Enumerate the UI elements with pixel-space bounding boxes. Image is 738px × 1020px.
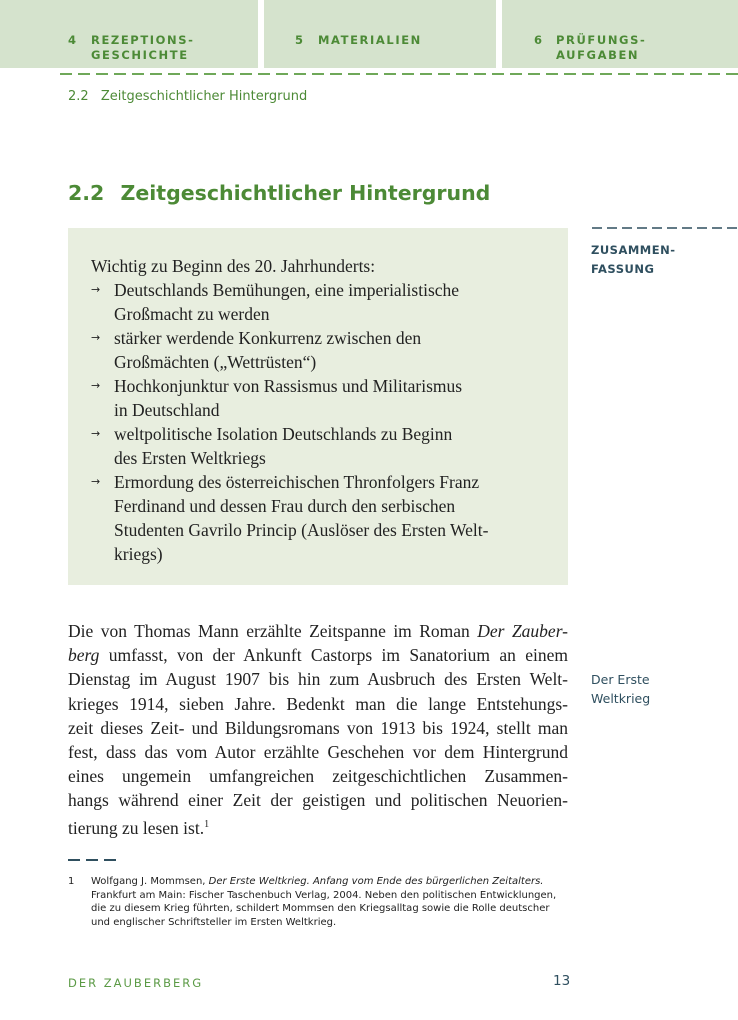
sidebar-heading: ZUSAMMEN- FASSUNG xyxy=(591,243,676,276)
tab-label: MATERIALIEN xyxy=(318,33,422,47)
list-item: → Hochkonjunktur von Rassismus und Militarismus in Deutschland xyxy=(91,376,463,420)
arrow-right-icon: → xyxy=(91,283,101,296)
running-head xyxy=(68,89,307,104)
footnote-rule xyxy=(68,858,120,862)
tab-number: 6 xyxy=(534,33,544,47)
arrow-right-icon: → xyxy=(91,379,101,392)
page-number: 13 xyxy=(553,973,571,989)
footnote-reference[interactable]: 1 xyxy=(204,818,210,830)
running-head-title: Zeitgeschichtlicher Hintergrund xyxy=(100,89,308,104)
tab-label: REZEPTIONS- GESCHICHTE xyxy=(91,33,195,62)
list-item: → Ermordung des österreichischen Thronfolgers Franz Ferdinand und dessen Frau durch den serbischen Studenten Gavrilo Princip (Auslöser des Ersten Welt- kriegs) xyxy=(91,472,489,564)
summary-intro: Wichtig zu Beginn des 20. Jahrhunderts: xyxy=(91,256,376,276)
header-dashed-rule xyxy=(60,72,738,76)
chapter-number: 2.2 xyxy=(68,181,105,205)
tab-number: 4 xyxy=(68,33,78,47)
running-head-number: 2.2 xyxy=(68,89,89,104)
tab-rezeptionsgeschichte[interactable] xyxy=(0,0,258,68)
list-item: → stärker werdende Konkurrenz zwischen den Großmächten („Wettrüsten“) xyxy=(91,328,422,372)
list-item: → weltpolitische Isolation Deutschlands zu Beginn des Ersten Weltkriegs xyxy=(91,424,453,468)
tab-number: 5 xyxy=(295,33,305,47)
chapter-tabs xyxy=(0,0,738,68)
tab-pruefungsaufgaben[interactable] xyxy=(502,0,738,68)
summary-box xyxy=(68,228,568,585)
footer-book-title: DER ZAUBERBERG xyxy=(68,976,204,990)
footnote-text: Wolfgang J. Mommsen, Der Erste Weltkrieg. Anfang vom Ende des bürgerlichen Zeitalters. Frankfurt am Main: Fischer Taschenbuch Verlag, 2004. Neben den politischen Entwicklungen, die zu diesem Krieg führten, schildert Mommsen den Kriegsalltag sowie die Rolle deutscher und englischer Schriftsteller im Ersten Weltkrieg. xyxy=(91,876,557,928)
footnote-number: 1 xyxy=(68,876,75,887)
arrow-right-icon: → xyxy=(91,475,101,488)
margin-note: Der Erste Weltkrieg xyxy=(591,672,651,706)
summary-list xyxy=(91,278,531,566)
arrow-right-icon: → xyxy=(91,427,101,440)
chapter-title-text: Zeitgeschichtlicher Hintergrund xyxy=(120,181,491,205)
chapter-title xyxy=(68,181,490,205)
tab-label: PRÜFUNGS- AUFGABEN xyxy=(556,33,647,62)
list-item: → Deutschlands Bemühungen, eine imperialistische Großmacht zu werden xyxy=(91,280,460,324)
sidebar-dashed-rule xyxy=(592,226,738,230)
arrow-right-icon: → xyxy=(91,331,101,344)
tab-materialien[interactable] xyxy=(264,0,496,68)
body-paragraph: Die von Thomas Mann erzählte Zeitspanne im Roman Der Zauber- berg umfasst, von der Ankunft Castorps im Sanatorium an einem Dienstag im August 1907 bis hin zum Ausbruch des Ersten Welt- krieges 1914, sieben Jahre. Bedenkt man die lange Entstehungs- zeit dieses Zeit- und Bildungsromans von 1913 bis 1924, stellt man fest, dass das vom Autor erzählte Geschehen vor dem Hintergrund eines ungemein umfangreichen zeitgeschichtlichen Zusammen- hangs während einer Zeit der geistigen und politischen Neuorien- tierung zu lesen ist.$^1$ xyxy=(68,621,568,838)
